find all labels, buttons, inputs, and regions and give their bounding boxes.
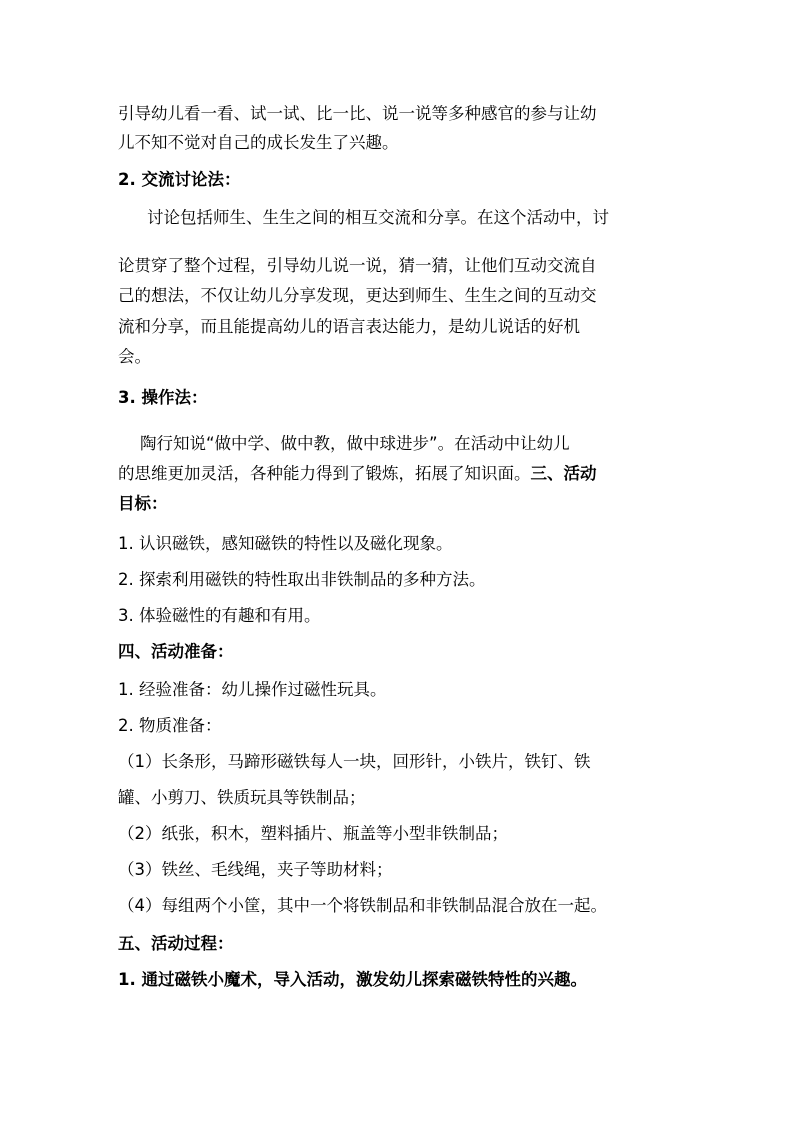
paragraph-line: 会。 xyxy=(118,347,151,366)
list-item: 2. 物质准备： xyxy=(118,716,222,735)
paragraph-line xyxy=(118,462,597,486)
paragraph-line: 陶行知说“做中学、做中教，做中球进步”。在活动中让幼儿 xyxy=(140,434,570,453)
paragraph-text: 的思维更加灵活，各种能力得到了锻炼，拓展了知识面。 xyxy=(118,464,531,483)
paragraph-line: 流和分享，而且能提高幼儿的语言表达能力，是幼儿说话的好机 xyxy=(118,317,580,336)
list-item: （3）铁丝、毛线绳，夹子等助材料； xyxy=(118,860,393,879)
paragraph-line: 引导幼儿看一看、试一试、比一比、说一说等多种感官的参与让幼 xyxy=(118,104,597,123)
list-item: 1. 认识磁铁，感知磁铁的特性以及磁化现象。 xyxy=(118,534,453,553)
paragraph-line: 己的想法，不仅让幼儿分享发现，更达到师生、生生之间的互动交 xyxy=(118,286,597,305)
section-heading: 三、活动 xyxy=(530,464,597,483)
list-item: 2. 探索利用磁铁的特性取出非铁制品的多种方法。 xyxy=(118,570,486,589)
paragraph-line: 儿不知不觉对自己的成长发生了兴趣。 xyxy=(118,133,399,152)
list-item: （1）长条形，马蹄形磁铁每人一块，回形针，小铁片，铁钉、铁 xyxy=(118,752,591,771)
section-heading: 五、活动过程： xyxy=(118,934,234,953)
list-item: 3. 体验磁性的有趣和有用。 xyxy=(118,606,321,625)
paragraph-line: 讨论包括师生、生生之间的相互交流和分享。在这个活动中，讨 xyxy=(147,208,609,227)
paragraph-line: 论贯穿了整个过程，引导幼儿说一说，猜一猜，让他们互动交流自 xyxy=(118,256,597,275)
list-item: （2）纸张，积木，塑料插片、瓶盖等小型非铁制品； xyxy=(118,824,508,843)
list-item: （4）每组两个小筐，其中一个将铁制品和非铁制品混合放在一起。 xyxy=(118,896,607,915)
list-item: 罐、小剪刀、铁质玩具等铁制品； xyxy=(118,788,366,807)
section-heading: 目标： xyxy=(118,494,168,513)
section-heading: 2. 交流讨论法： xyxy=(118,170,241,189)
list-item: 1. 经验准备：幼儿操作过磁性玩具。 xyxy=(118,680,387,699)
section-heading: 1. 通过磁铁小魔术，导入活动，激发幼儿探索磁铁特性的兴趣。 xyxy=(118,970,587,989)
section-heading: 3. 操作法： xyxy=(118,388,208,407)
section-heading: 四、活动准备： xyxy=(118,642,234,661)
